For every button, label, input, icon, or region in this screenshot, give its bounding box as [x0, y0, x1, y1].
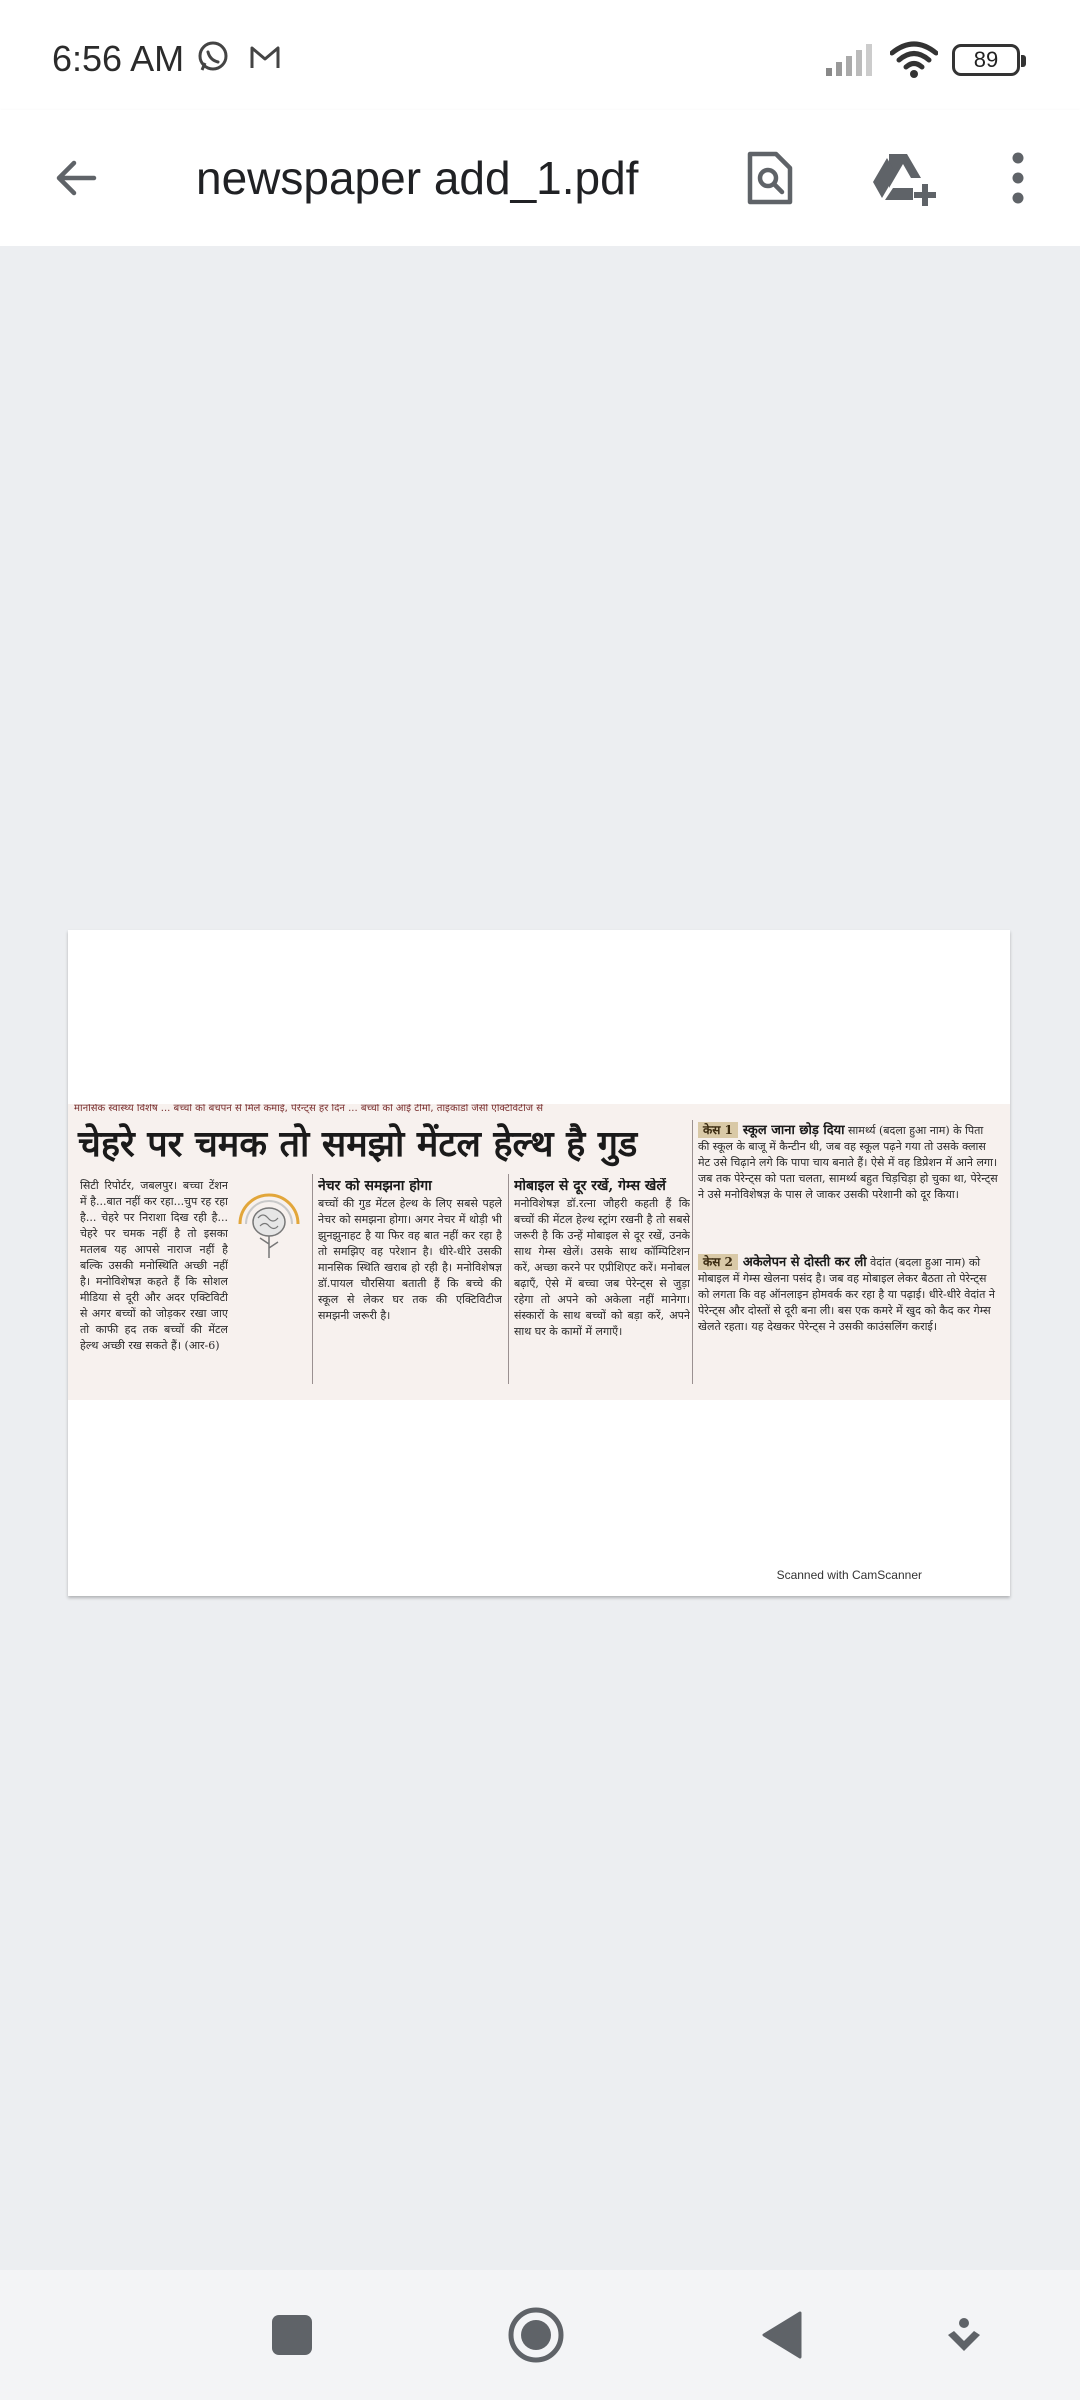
- column-divider: [508, 1174, 509, 1384]
- case-1-text: सामर्थ्य (बदला हुआ नाम) के पिता की स्कूल के बाजू में कैन्टीन थी, जब वह स्कूल पढ़ने गया तो उसके क्लास मेट उसे चिढ़ाने लगे कि पापा चाय बनाते हैं। ऐसे में वह डिप्रेशन में आने लगा। जब तक पेरेन्ट्स को पता चलता, सामर्थ्य बहुत चिड़चिड़ा हो चुका था, पेरेन्ट्स ने उसे मनोविशेषज्ञ के पास ले जाकर उसकी परेशानी को दूर किया।: [698, 1124, 998, 1201]
- system-back-button[interactable]: [722, 2270, 842, 2400]
- column-divider: [312, 1174, 313, 1384]
- add-to-drive-icon: [871, 150, 937, 206]
- recents-button[interactable]: [232, 2270, 352, 2400]
- document-title: newspaper add_1.pdf: [196, 152, 639, 204]
- status-time: 6:56 AM: [52, 38, 185, 79]
- recents-square-icon: [271, 2314, 313, 2356]
- status-indicators: [824, 40, 1020, 80]
- column-2-subhead: नेचर को समझना होगा: [318, 1178, 432, 1194]
- column-3-subhead: मोबाइल से दूर रखें, गेम्स खेलें: [514, 1178, 666, 1194]
- case-2-title: अकेलेपन से दोस्ती कर ली: [742, 1255, 867, 1270]
- more-options-button[interactable]: [970, 110, 1066, 246]
- back-triangle-icon: [760, 2311, 804, 2359]
- case-1-tag: केस 1: [698, 1122, 738, 1138]
- wifi-icon: [890, 41, 938, 79]
- clipping-headline: चेहरे पर चमक तो समझो मेंटल हेल्थ है गुड: [78, 1123, 638, 1165]
- article-column-1: [80, 1178, 228, 1384]
- assistant-icon: [944, 2315, 984, 2355]
- search-in-document-icon: [744, 150, 796, 206]
- column-divider: [692, 1120, 693, 1384]
- assistant-button[interactable]: [904, 2270, 1024, 2400]
- case-1-box: [698, 1122, 998, 1250]
- scanner-watermark: Scanned with CamScanner: [776, 1568, 922, 1582]
- newspaper-clipping: [68, 1104, 1010, 1400]
- whatsapp-icon: [196, 40, 230, 74]
- home-button[interactable]: [476, 2270, 596, 2400]
- more-options-icon: [1011, 152, 1025, 204]
- column-2-text: बच्चों की गुड मेंटल हेल्थ के लिए सबसे पहले नेचर को समझना होगा। अगर नेचर में थोड़ी भी झुनझुनाहट है या फिर वह बात नहीं कर रहा है तो समझिए वह परेशान है। धीरे-धीरे उसकी मानसिक स्थिति खराब हो रही है। मनोविशेषज्ञ डॉ.पायल चौरसिया बताती हैं कि बच्चे की स्कूल से लेकर घर तक की एक्टिविटीज समझनी जरूरी है।: [318, 1197, 502, 1322]
- pdf-page[interactable]: [68, 930, 1010, 1596]
- case-1-title: स्कूल जाना छोड़ दिया: [742, 1123, 845, 1138]
- case-2-box: [698, 1254, 998, 1384]
- back-button[interactable]: [28, 110, 124, 246]
- app-toolbar: [0, 110, 1080, 246]
- column-3-text: मनोविशेषज्ञ डॉ.रत्ना जौहरी कहती हैं कि बच्चों की मेंटल हेल्थ स्ट्रांग रखनी है तो सबसे जरूरी है कि उन्हें मोबाइल से दूर रखें, उनके साथ गेम्स खेलें। उसके साथ कॉम्पिटिशन करें, अच्छा करने पर एप्रीशिएट करें। मनोबल बढ़ाएँ, ऐसे में बच्चा जब पेरेन्ट्स से जुड़ा रहेगा तो अपने को अकेला नहीं मानेगा। संस्कारों के साथ बच्चों को बड़ा करें, अपने साथ घर के कामों में लगाएँ।: [514, 1197, 690, 1338]
- article-column-3: [514, 1178, 690, 1384]
- search-in-document-button[interactable]: [722, 110, 818, 246]
- gmail-icon: [248, 40, 282, 74]
- home-circle-icon: [507, 2306, 565, 2364]
- add-to-drive-button[interactable]: [856, 110, 952, 246]
- battery-indicator: 89: [952, 44, 1020, 76]
- brain-illustration-icon: [234, 1184, 304, 1264]
- system-navigation-bar: [0, 2270, 1080, 2400]
- article-column-2: [318, 1178, 502, 1384]
- case-2-tag: केस 2: [698, 1254, 738, 1270]
- column-1-text: सिटी रिपोर्टर, जबलपुर। बच्चा टेंशन में है...बात नहीं कर रहा...चुप रह रहा है... चेहरे पर निराशा दिख रही है... चेहरे पर चमक नहीं है तो इसका मतलब यह आपसे नाराज नहीं है बल्कि उसकी मनोस्थिति अच्छी नहीं है। मनोविशेषज्ञ कहते हैं कि सोशल मीडिया से दूरी और अदर एक्टिविटी से अगर बच्चों को जोड़कर रखा जाए तो काफी हद तक बच्चों की मेंटल हेल्थ अच्छी रख सकते हैं। (आर-6): [80, 1179, 228, 1352]
- back-arrow-icon: [52, 154, 100, 202]
- status-bar: [0, 0, 1080, 110]
- case-2-text: वेदांत (बदला हुआ नाम) को मोबाइल में गेम्स खेलना पसंद है। जब वह मोबाइल लेकर बैठता तो पेरेन्ट्स को लगता कि वह ऑनलाइन होमवर्क कर रहा है या पढ़ाई। धीरे-धीरे वेदांत ने पेरेन्ट्स और दोस्तों से दूरी बना ली। बस एक कमरे में खुद को कैद कर गेम्स खेलते रहता। यह देखकर पेरेन्ट्स ने उसकी काउंसलिंग कराई।: [698, 1256, 995, 1333]
- pdf-viewer[interactable]: [0, 246, 1080, 2270]
- signal-icon: [824, 44, 876, 76]
- clipping-top-strip: मानसिक स्वास्थ्य विशेष ... बच्चों को बचपन से मिले कमाई, पेरेन्ट्स हर दिन ... बच्चों को आई टीमों, ताइकांडो जैसी एक्टिविटीज से: [74, 1104, 544, 1114]
